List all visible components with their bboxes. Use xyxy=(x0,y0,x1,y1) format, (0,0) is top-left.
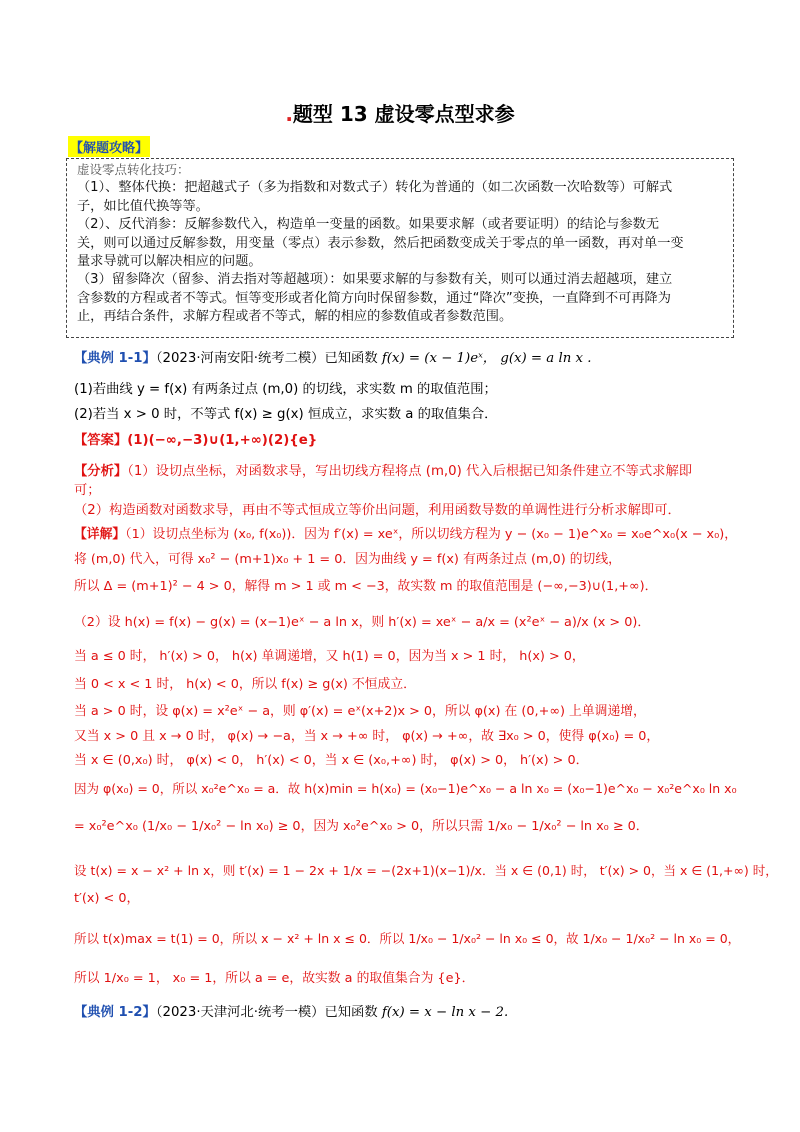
example-1-1-tag: 【典例 1-1】 xyxy=(74,351,156,366)
detail-line xyxy=(74,526,737,544)
detail-line: 所以 Δ = (m+1)² − 4 > 0，解得 m > 1 或 m < −3，故实数 m 的取值范围是 (−∞,−3)∪(1,+∞)． xyxy=(74,579,658,594)
example-1-1-source: （2023·河南安阳·统考二模）已知函数 xyxy=(155,351,378,366)
strategy-line: 量求导就可以解决相应的问题。 xyxy=(77,254,262,270)
detail-line: 又当 x > 0 且 x → 0 时， φ(x) → −a，当 x → +∞ 时， φ(x) → +∞，故 ∃x₀ > 0，使得 φ(x₀) = 0， xyxy=(74,729,660,744)
detail-line: = x₀²e^x₀ (1/x₀ − 1/x₀² − ln x₀) ≥ 0，因为 x₀²e^x₀ > 0，所以只需 1/x₀ − 1/x₀² − ln x₀ ≥ 0． xyxy=(74,819,649,834)
strategy-box xyxy=(66,158,734,338)
detail-line: 将 (m,0) 代入，可得 x₀² − (m+1)x₀ + 1 = 0．因为曲线 y = f(x) 有两条过点 (m,0) 的切线， xyxy=(74,552,621,567)
page-title xyxy=(0,98,800,127)
strategy-line: 子，如比值代换等等。 xyxy=(77,198,209,214)
detail-line: t′(x) < 0， xyxy=(74,891,140,906)
strategy-line: 关，则可以通过反解参数，用变量（零点）表示参数，然后把函数变成关于零点的单一函数，再对单一变 xyxy=(77,235,684,251)
detail-line: 当 0 < x < 1 时， h(x) < 0，所以 f(x) ≥ g(x) 不恒成立． xyxy=(74,677,416,692)
title-dot: . xyxy=(285,102,293,126)
detail-line: 当 x ∈ (0,x₀) 时， φ(x) < 0， h′(x) < 0，当 x ∈ (x₀,+∞) 时， φ(x) > 0， h′(x) > 0． xyxy=(74,753,589,768)
strategy-line: （2）、反代消参：反解参数代入，构造单一变量的函数。如果要求解（或者要证明）的结论与参数无 xyxy=(77,217,660,233)
example-1-2-source: （2023·天津河北·统考一模）已知函数 xyxy=(155,1005,378,1020)
strategy-line: 含参数的方程或者不等式。恒等变形或者化简方向时保留参数，通过“降次”变换，一直降到不可再降为 xyxy=(77,290,671,306)
detail-line: 当 a > 0 时，设 φ(x) = x²eˣ − a，则 φ′(x) = eˣ(x+2)x > 0，所以 φ(x) 在 (0,+∞) 上单调递增， xyxy=(74,704,646,719)
title-text: 题型 13 虚设零点型求参 xyxy=(292,102,515,126)
analysis-line xyxy=(74,463,692,481)
detail-line: 所以 t(x)max = t(1) = 0，所以 x − x² + ln x ≤ 0．所以 1/x₀ − 1/x₀² − ln x₀ ≤ 0，故 1/x₀ − 1/x₀² − ln x₀ = 0， xyxy=(74,931,741,946)
answer-line xyxy=(74,432,317,450)
answer-value: (1)(−∞,−3)∪(1,+∞)(2){e} xyxy=(127,433,318,448)
analysis-text: （1）设切点坐标，对函数求导，写出切线方程将点 (m,0) 代入后根据已知条件建立不等式求解即 xyxy=(127,464,693,479)
question-1: (1)若曲线 y = f(x) 有两条过点 (m,0) 的切线，求实数 m 的取值范围； xyxy=(74,382,497,397)
analysis-label: 【分析】 xyxy=(74,464,128,479)
detail-line: 当 a ≤ 0 时， h′(x) > 0， h(x) 单调递增，又 h(1) = 0，因为当 x > 1 时， h(x) > 0， xyxy=(74,649,585,664)
detail-text: （1）设切点坐标为 (x₀, f(x₀))．因为 f′(x) = xeˣ，所以切线方程为 y − (x₀ − 1)e^x₀ = x₀e^x₀(x − x₀)， xyxy=(125,527,738,542)
answer-label: 【答案】 xyxy=(74,433,128,448)
strategy-heading: 虚设零点转化技巧： xyxy=(77,162,190,177)
example-1-1-given: f(x) = (x − 1)eˣ， g(x) = a ln x . xyxy=(381,351,592,366)
strategy-line: 止，再结合条件，求解方程或者不等式，解的相应的参数值或者参数范围。 xyxy=(77,309,513,325)
detail-label: 【详解】 xyxy=(74,527,126,542)
analysis-line: （2）构造函数对函数求导，再由不等式恒成立等价出问题，利用函数导数的单调性进行分析求解即可． xyxy=(74,503,681,518)
detail-line: 设 t(x) = x − x² + ln x，则 t′(x) = 1 − 2x + 1/x = −(2x+1)(x−1)/x．当 x ∈ (0,1) 时， t′(x) > 0，当 x ∈ (1,+∞) 时， xyxy=(74,863,778,878)
question-2: (2)若当 x > 0 时，不等式 f(x) ≥ g(x) 恒成立，求实数 a 的取值集合． xyxy=(74,407,498,422)
detail-line: 因为 φ(x₀) = 0，所以 x₀²e^x₀ = a．故 h(x)min = h(x₀) = (x₀−1)e^x₀ − a ln x₀ = (x₀−1)e^x₀ − x₀²e^x₀ ln x₀ xyxy=(74,781,737,796)
strategy-line: （3）留参降次（留参、消去指对等超越项）：如果要求解的与参数有关，则可以通过消去超越项，建立 xyxy=(77,272,673,288)
detail-line: （2）设 h(x) = f(x) − g(x) = (x−1)eˣ − a ln x，则 h′(x) = xeˣ − a/x = (x²eˣ − a)/x (x > 0)． xyxy=(74,615,651,630)
detail-line: 所以 1/x₀ = 1， x₀ = 1，所以 a = e，故实数 a 的取值集合为 {e}． xyxy=(74,971,475,986)
example-1-2-tag: 【典例 1-2】 xyxy=(74,1005,156,1020)
example-1-1-header xyxy=(74,350,591,368)
example-1-2-given: f(x) = x − ln x − 2. xyxy=(381,1005,509,1020)
analysis-line: 可； xyxy=(74,483,101,498)
example-1-2-header xyxy=(74,1004,508,1022)
strategy-tag: 【解题攻略】 xyxy=(68,136,150,157)
strategy-line: （1）、整体代换：把超越式子（多为指数和对数式子）转化为普通的（如二次函数一次哈数等）可解式 xyxy=(77,180,673,196)
